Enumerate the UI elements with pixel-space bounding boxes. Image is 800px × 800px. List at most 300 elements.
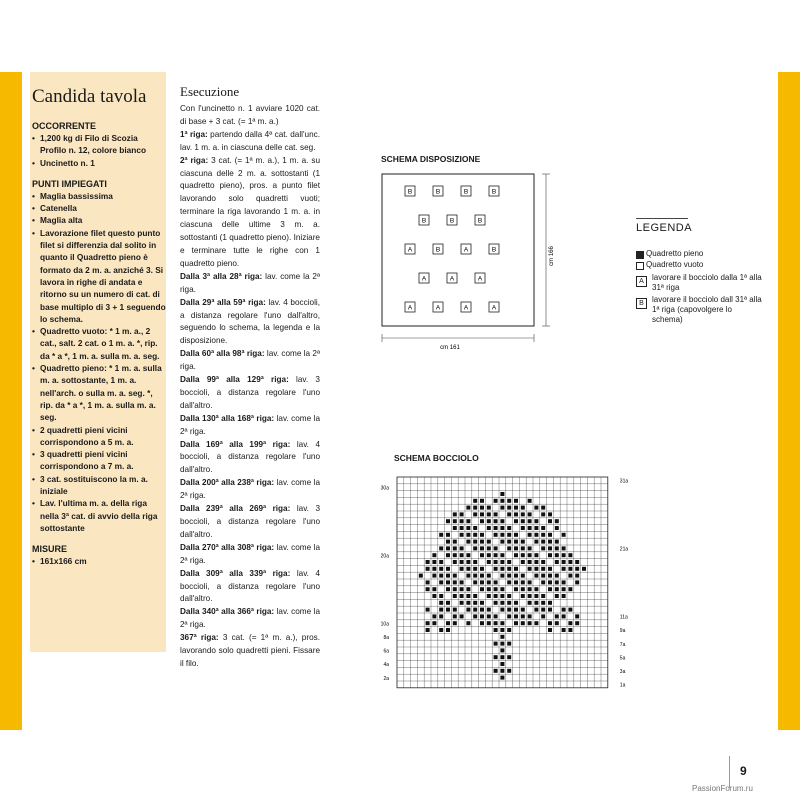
filled-square <box>426 608 430 612</box>
bud-marker-letter: B <box>449 217 455 225</box>
filled-square <box>514 621 518 625</box>
row-label-left: 2a <box>383 675 389 682</box>
materials-panel <box>30 72 166 652</box>
filled-square <box>500 506 504 510</box>
bud-marker-letter: A <box>491 304 497 312</box>
filled-square <box>562 533 566 537</box>
filled-square <box>480 553 484 557</box>
bud-marker-letter: A <box>477 275 483 283</box>
filled-square <box>548 512 552 516</box>
filled-square <box>494 519 498 523</box>
filled-square <box>494 580 498 584</box>
misure-list <box>32 555 166 567</box>
instruction-row-label: Dalla 99ª alla 129ª riga: <box>180 375 289 385</box>
filled-square <box>534 608 538 612</box>
filled-square <box>487 519 491 523</box>
instruction-row-label: Dalla 239ª alla 269ª riga: <box>180 504 291 514</box>
filled-square <box>453 512 457 516</box>
instruction-row-label: Dalla 60ª alla 98ª riga: <box>180 349 265 359</box>
instruction-text: lav. come la 2ª riga. <box>180 349 320 372</box>
filled-square <box>500 635 504 639</box>
filled-square <box>432 614 436 618</box>
filled-square <box>466 540 470 544</box>
filled-square <box>473 574 477 578</box>
instruction-paragraph <box>180 542 320 568</box>
filled-square <box>514 587 518 591</box>
filled-square <box>480 519 484 523</box>
filled-square <box>460 601 464 605</box>
filled-square <box>568 574 572 578</box>
filled-square <box>494 669 498 673</box>
filled-square <box>473 499 477 503</box>
filled-square <box>507 594 511 598</box>
filled-square <box>487 560 491 564</box>
filled-square <box>480 580 484 584</box>
bud-marker-letter: B <box>477 217 483 225</box>
filled-square <box>507 526 511 530</box>
filled-square <box>453 526 457 530</box>
filled-square <box>500 499 504 503</box>
filled-square <box>453 608 457 612</box>
filled-square <box>514 499 518 503</box>
row-label-right: 31a <box>619 478 629 485</box>
filled-square <box>460 587 464 591</box>
filled-square <box>534 540 538 544</box>
filled-square <box>562 580 566 584</box>
filled-square <box>514 553 518 557</box>
filled-square <box>453 540 457 544</box>
instruction-row-label: 2ª riga: <box>180 155 209 165</box>
filled-square <box>555 621 559 625</box>
filled-square <box>548 621 552 625</box>
filled-square <box>426 560 430 564</box>
filled-square <box>521 587 525 591</box>
filled-square <box>466 553 470 557</box>
instruction-paragraph <box>180 374 320 413</box>
filled-square <box>528 519 532 523</box>
filled-square <box>555 546 559 550</box>
bud-marker-letter: B <box>463 188 469 196</box>
filled-square <box>487 526 491 530</box>
filled-square <box>460 560 464 564</box>
filled-square <box>514 608 518 612</box>
filled-square <box>541 560 545 564</box>
instruction-row-label: Dalla 3ª alla 28ª riga: <box>180 271 263 281</box>
filled-square <box>494 526 498 530</box>
filled-square <box>568 560 572 564</box>
list-item: • 3 quadretti pieni vicini corrispondono a 7 m. a. <box>32 448 166 473</box>
filled-square <box>466 574 470 578</box>
row-label-right: 11a <box>619 614 628 621</box>
instruction-paragraph <box>180 477 320 503</box>
filled-square <box>568 567 572 571</box>
filled-square <box>555 614 559 618</box>
list-item: • Maglia bassissima <box>32 190 166 202</box>
filled-square <box>521 553 525 557</box>
instruction-paragraph <box>180 413 320 439</box>
bud-marker-letter: A <box>463 246 469 254</box>
filled-square <box>480 614 484 618</box>
filled-square <box>432 621 436 625</box>
filled-square <box>487 608 491 612</box>
instruction-paragraph <box>180 103 320 129</box>
filled-square <box>514 614 518 618</box>
filled-square <box>480 540 484 544</box>
filled-square <box>473 540 477 544</box>
filled-square <box>541 574 545 578</box>
filled-square <box>528 580 532 584</box>
filled-square <box>500 621 504 625</box>
filled-square <box>521 621 525 625</box>
filled-square <box>548 628 552 632</box>
filled-square <box>500 533 504 537</box>
filled-square <box>555 580 559 584</box>
filled-square <box>507 669 511 673</box>
filled-square <box>500 655 504 659</box>
filled-square <box>541 546 545 550</box>
legenda-title: LEGENDA <box>636 222 693 234</box>
filled-square <box>541 506 545 510</box>
filled-square <box>446 608 450 612</box>
filled-square <box>494 655 498 659</box>
filled-square <box>494 642 498 646</box>
filled-square <box>548 587 552 591</box>
filled-square <box>446 574 450 578</box>
row-label-left: 30a <box>380 485 389 492</box>
filled-square <box>548 601 552 605</box>
filled-square <box>460 526 464 530</box>
filled-square <box>575 574 579 578</box>
filled-square <box>439 628 443 632</box>
list-item: • Maglia alta <box>32 214 166 226</box>
filled-square <box>473 608 477 612</box>
row-label-left: 10a <box>380 621 389 628</box>
punti-list <box>32 190 166 534</box>
filled-square <box>521 614 525 618</box>
filled-square <box>541 601 545 605</box>
instruction-row-label: Dalla 270ª alla 308ª riga: <box>180 542 275 552</box>
filled-square <box>507 560 511 564</box>
filled-square <box>460 567 464 571</box>
filled-square <box>541 526 545 530</box>
filled-square <box>426 587 430 591</box>
filled-square <box>432 574 436 578</box>
list-item: • Uncinetto n. 1 <box>32 157 166 169</box>
filled-square <box>473 512 477 516</box>
filled-square <box>534 587 538 591</box>
filled-square <box>548 533 552 537</box>
filled-square <box>514 601 518 605</box>
filled-square <box>507 546 511 550</box>
bud-marker-letter: A <box>463 304 469 312</box>
instructions-body <box>180 103 320 671</box>
filled-square <box>500 642 504 646</box>
instruction-text: lav. come la 2ª riga. <box>180 478 320 501</box>
filled-square <box>568 553 572 557</box>
filled-square <box>426 567 430 571</box>
filled-square <box>514 580 518 584</box>
filled-square <box>562 546 566 550</box>
filled-square <box>568 628 572 632</box>
filled-square <box>466 519 470 523</box>
filled-square <box>514 519 518 523</box>
page-number: 9 <box>740 764 747 778</box>
filled-square <box>432 587 436 591</box>
filled-square <box>555 594 559 598</box>
filled-square <box>494 587 498 591</box>
filled-square <box>500 567 504 571</box>
filled-square <box>562 567 566 571</box>
filled-square <box>453 594 457 598</box>
filled-square <box>534 506 538 510</box>
legend-a-text: lavorare il bocciolo dalla 1ª alla 31ª riga <box>652 273 762 292</box>
filled-square <box>521 540 525 544</box>
filled-square <box>507 608 511 612</box>
row-label-right: 7a <box>619 641 626 648</box>
filled-square <box>439 560 443 564</box>
filled-square <box>562 594 566 598</box>
filled-square <box>521 526 525 530</box>
filled-square <box>575 621 579 625</box>
instruction-text: lav. 3 boccioli, a distanza regolare l'uno dall'altro. <box>180 375 320 410</box>
filled-square <box>480 567 484 571</box>
instruction-text: partendo dalla 4ª cat. dall'unc. lav. 1 m. a. in ciascuna delle cat. seg. <box>180 129 320 152</box>
filled-square <box>446 533 450 537</box>
filled-square <box>480 506 484 510</box>
instruction-paragraph <box>180 568 320 607</box>
filled-square <box>521 580 525 584</box>
row-label-right: 9a <box>619 628 626 635</box>
filled-square <box>480 546 484 550</box>
filled-square <box>446 587 450 591</box>
filled-square <box>521 594 525 598</box>
bud-marker-letter: B <box>491 246 497 254</box>
filled-square <box>487 614 491 618</box>
filled-square <box>480 587 484 591</box>
filled-square <box>528 546 532 550</box>
filled-square <box>541 608 545 612</box>
instruction-paragraph <box>180 503 320 542</box>
filled-square <box>480 574 484 578</box>
filled-square <box>494 533 498 537</box>
instruction-text: lav. 4 boccioli, a distanza regolare l'uno dall'altro. <box>180 568 320 604</box>
filled-square <box>453 560 457 564</box>
filled-square <box>446 567 450 571</box>
filled-square <box>439 546 443 550</box>
filled-square <box>432 567 436 571</box>
full-square-icon <box>636 251 644 259</box>
filled-square <box>500 601 504 605</box>
filled-square <box>500 648 504 652</box>
filled-square <box>460 553 464 557</box>
filled-square <box>446 628 450 632</box>
filled-square <box>487 574 491 578</box>
filled-square <box>575 560 579 564</box>
filled-square <box>494 567 498 571</box>
punti-heading: PUNTI IMPIEGATI <box>32 178 107 189</box>
filled-square <box>507 512 511 516</box>
filled-square <box>473 533 477 537</box>
filled-square <box>562 560 566 564</box>
filled-square <box>487 506 491 510</box>
filled-square <box>473 580 477 584</box>
instruction-paragraph <box>180 271 320 297</box>
legend-full-label: Quadretto pieno <box>646 249 704 258</box>
filled-square <box>514 546 518 550</box>
filled-square <box>562 553 566 557</box>
filled-square <box>439 533 443 537</box>
filled-square <box>528 567 532 571</box>
filled-square <box>514 574 518 578</box>
filled-square <box>466 621 470 625</box>
instruction-text: lav. come la 2ª riga. <box>180 413 320 436</box>
filled-square <box>473 614 477 618</box>
width-label: cm 161 <box>440 345 460 351</box>
row-label-right: 1a <box>619 682 626 689</box>
row-label-right: 3a <box>619 669 626 675</box>
filled-square <box>534 533 538 537</box>
filled-square <box>460 546 464 550</box>
filled-square <box>473 506 477 510</box>
bud-marker-letter: B <box>491 188 497 196</box>
list-item: • Quadretto pieno: * 1 m. a. sulla m. a. sottostante, 1 m. a. nell'arch. o sulla m. a. seg. *, rip. da * a *, 1 m. a. sulla m. a. seg. <box>32 362 166 423</box>
filled-square <box>534 553 538 557</box>
filled-square <box>507 628 511 632</box>
filled-square <box>548 574 552 578</box>
filled-square <box>514 512 518 516</box>
filled-square <box>494 601 498 605</box>
filled-square <box>575 567 579 571</box>
filled-square <box>507 567 511 571</box>
filled-square <box>446 553 450 557</box>
filled-square <box>507 533 511 537</box>
filled-square <box>487 587 491 591</box>
filled-square <box>453 553 457 557</box>
instruction-row-label: Dalla 29ª alla 59ª riga: <box>180 297 266 307</box>
filled-square <box>555 553 559 557</box>
filled-square <box>548 608 552 612</box>
instruction-paragraph <box>180 297 320 349</box>
disposizione-diagram <box>370 166 560 356</box>
filled-square <box>541 540 545 544</box>
bud-marker-letter: A <box>407 246 413 254</box>
occorrente-heading: OCCORRENTE <box>32 121 97 131</box>
instruction-row-label: 1ª riga: <box>180 129 208 139</box>
filled-square <box>548 546 552 550</box>
filled-square <box>480 512 484 516</box>
filled-square <box>528 553 532 557</box>
filled-square <box>507 540 511 544</box>
instruction-text: 3 cat. (= 1ª m. a.), pros. lavorando solo quadretti pieni. Fissare il filo. <box>180 633 320 668</box>
filled-square <box>521 574 525 578</box>
filled-square <box>439 567 443 571</box>
filled-square <box>453 546 457 550</box>
filled-square <box>446 519 450 523</box>
filled-square <box>555 519 559 523</box>
instruction-text: lav. 4 boccioli, a distanza regolare l'uno dall'altro. <box>180 439 320 475</box>
instruction-paragraph <box>180 606 320 632</box>
misure-heading: MISURE <box>32 544 68 555</box>
filled-square <box>534 621 538 625</box>
filled-square <box>500 608 504 612</box>
filled-square <box>439 574 443 578</box>
filled-square <box>575 614 579 618</box>
filled-square <box>460 519 464 523</box>
legenda-rule <box>636 218 688 219</box>
instruction-row-label: Dalla 130ª alla 168ª riga: <box>180 413 275 423</box>
filled-square <box>528 560 532 564</box>
left-accent-bar <box>0 72 22 730</box>
filled-square <box>555 587 559 591</box>
filled-square <box>514 506 518 510</box>
filled-square <box>494 614 498 618</box>
filled-square <box>487 546 491 550</box>
filled-square <box>555 574 559 578</box>
filled-square <box>453 580 457 584</box>
filled-square <box>439 580 443 584</box>
legend-a-box: A <box>636 276 647 287</box>
filled-square <box>473 601 477 605</box>
filled-square <box>480 499 484 503</box>
filled-square <box>439 601 443 605</box>
filled-square <box>480 608 484 612</box>
filled-square <box>521 506 525 510</box>
filled-square <box>500 553 504 557</box>
filled-square <box>528 621 532 625</box>
filled-square <box>453 587 457 591</box>
row-label-left: 20a <box>380 553 389 560</box>
filled-square <box>507 601 511 605</box>
filled-square <box>562 608 566 612</box>
filled-square <box>453 614 457 618</box>
filled-square <box>466 601 470 605</box>
filled-square <box>534 601 538 605</box>
filled-square <box>500 519 504 523</box>
disposizione-title: SCHEMA DISPOSIZIONE <box>381 154 481 164</box>
filled-square <box>568 621 572 625</box>
legend-b-box: B <box>636 298 647 309</box>
filled-square <box>514 540 518 544</box>
filled-square <box>460 614 464 618</box>
filled-square <box>494 560 498 564</box>
filled-square <box>487 621 491 625</box>
filled-square <box>466 526 470 530</box>
filled-square <box>534 560 538 564</box>
filled-square <box>568 608 572 612</box>
filled-square <box>432 560 436 564</box>
row-label-left: 6a <box>383 648 389 655</box>
list-item: • 3 cat. sostituiscono la m. a. iniziale <box>32 473 166 498</box>
list-item: • 2 quadretti pieni vicini corrispondono a 5 m. a. <box>32 424 166 449</box>
filled-square <box>426 628 430 632</box>
bud-marker-letter: B <box>435 188 441 196</box>
filled-square <box>541 512 545 516</box>
filled-square <box>494 621 498 625</box>
filled-square <box>507 506 511 510</box>
filled-square <box>494 553 498 557</box>
filled-square <box>494 594 498 598</box>
instruction-row-label: Dalla 309ª alla 339ª riga: <box>180 568 291 578</box>
filled-square <box>548 567 552 571</box>
filled-square <box>500 540 504 544</box>
instruction-text: Con l'uncinetto n. 1 avviare 1020 cat. di base + 3 cat. (= 1ª m. a.) <box>180 104 320 126</box>
bud-marker-letter: A <box>449 275 455 283</box>
filled-square <box>426 621 430 625</box>
instruction-row-label: Dalla 340ª alla 366ª riga: <box>180 607 275 617</box>
filled-square <box>534 567 538 571</box>
filled-square <box>507 580 511 584</box>
filled-square <box>432 553 436 557</box>
